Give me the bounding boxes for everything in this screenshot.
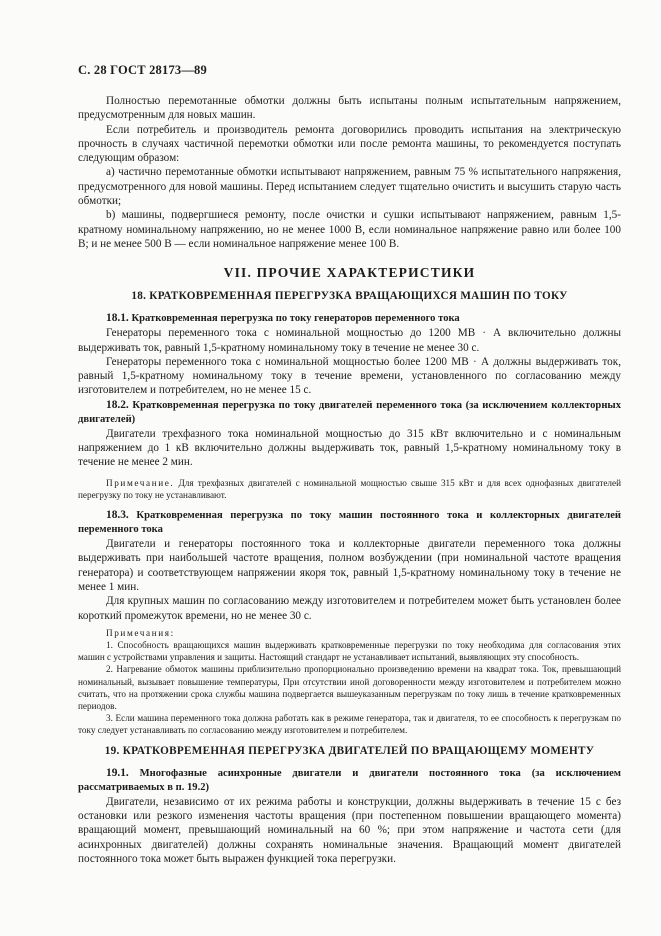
section-19-title: 19. КРАТКОВРЕМЕННАЯ ПЕРЕГРУЗКА ДВИГАТЕЛЕЙ ПО ВРАЩАЮЩЕМУ МОМЕНТУ: [104, 744, 595, 757]
paragraph-19-1: Двигатели, независимо от их режима работы и конструкции, должны выдерживать в течение 15 с без остановки или резкого изменения частоты вращения (при постепенном повышении вращающего момента) вращающий момент, превышающий номинальный на 60 %; при этом напряжение и частота сети (для асинхронных двигателей) должны сохранять номинальные значения. Вращающий момент двигателей постоянного тока может быть выражен функцией тока перегрузки.: [78, 795, 621, 865]
document-body: [78, 94, 621, 866]
chapter-title: VII. ПРОЧИЕ ХАРАКТЕРИСТИКИ: [223, 265, 476, 281]
page-header: С. 28 ГОСТ 28173—89: [78, 63, 207, 77]
paragraph-18-2: Двигатели трехфазного тока номинальной мощностью до 315 кВт включительно и с номинальным напряжением до 1 кВ включительно должны выдерживать ток, равный 1,5-кратному номинальному току в течение не менее 2 мин.: [78, 427, 621, 469]
note-3: 3. Если машина переменного тока должна работать как в режиме генератора, так и двигателя, то ее способность к перегрузкам по току следует устанавливать по согласованию между изготовителем и потребителем.: [78, 713, 621, 736]
paragraph-item-b: b) машины, подвергшиеся ремонту, после очистки и сушки испытывают напряжением, равным 1,5-кратному номинальному напряжению, но не менее 1000 В, если номинальное напряжение равно или более 100 В; и не менее 500 В — если номинальное напряжение менее 100 В.: [78, 209, 621, 250]
note-text: Для трехфазных двигателей с номинальной мощностью свыше 315 кВт и для всех однофазных двигателей перегрузку по току не устанавливают.: [78, 477, 622, 500]
subsection-title: Кратковременная перегрузка по току двигателей переменного тока (за исключением коллекторных двигателей): [78, 399, 621, 425]
subsection-number: 18.3.: [106, 509, 129, 522]
note-1: 1. Способность вращающихся машин выдерживать кратковременные перегрузки по току необходима для согласования этих машин с устройствами управления и защиты. Настоящий стандарт не устанавливает испытаний, выявляющих эту способность.: [78, 640, 621, 663]
subsection-18-2-heading: [78, 398, 621, 427]
subsection-18-1-heading: [78, 311, 621, 326]
subsection-title: Кратковременная перегрузка по току генераторов переменного тока: [131, 313, 460, 325]
paragraph-18-3-b: Для крупных машин по согласованию между изготовителем и потребителем может быть установлен более короткий промежуток времени, но не менее 30 с.: [78, 595, 621, 622]
paragraph-full-rewind: Полностью перемотанные обмотки должны быть испытаны полным испытательным напряжением, предусмотренным для новых машин.: [78, 95, 621, 122]
paragraph-18-3-a: Двигатели и генераторы постоянного тока и коллекторные двигатели переменного тока должны выдерживать при наибольшей частоте вращения, полном возбуждении (при номинальной частоте вращения генератора) и соответствующем напряжении якоря ток, равный 1,5-кратному номинальному току в течение не менее 1 мин.: [78, 538, 621, 593]
paragraph-18-1-b: Генераторы переменного тока с номинальной мощностью более 1200 МВ · А должны выдерживать ток, равный 1,5-кратному номинальному току в течение времени, установленного по согласованию между изготовителем и потребителем, но не менее 15 с.: [78, 355, 621, 397]
note-2: 2. Нагревание обмоток машины приблизительно пропорционально произведению времени на квадрат тока. Ток, превышающий номинальный, вызывает повышение температуры, При отсутствии иной договоренности между изготовителем и потребителем можно считать, что на протяжении срока службы машина подвергается вышеуказанным перегрузкам по току лишь в течение кратковременных периодов.: [78, 664, 621, 712]
subsection-number: 19.1.: [106, 766, 129, 779]
subsection-18-3-heading: [78, 508, 621, 537]
paragraph-partial-rewind: Если потребитель и производитель ремонта договорились проводить испытания на электрическую прочность в случаях частичной перемотки обмотки или после ремонта машины, то рекомендуется поступать следующим образом:: [78, 123, 621, 165]
paragraph-item-a: а) частично перемотанные обмотки испытывают напряжением, равным 75 % испытательного напряжения, предусмотренного для новой машины. Перед испытанием следует тщательно очистить и высушить старую часть обмотки;: [78, 166, 621, 208]
section-18-title: 18. КРАТКОВРЕМЕННАЯ ПЕРЕГРУЗКА ВРАЩАЮЩИХСЯ МАШИН ПО ТОКУ: [131, 290, 568, 303]
note-18-2: [78, 477, 621, 501]
notes-label-text: Примечания:: [106, 627, 175, 638]
subsection-number: 18.1.: [106, 312, 129, 325]
note-label: Примечание.: [106, 477, 175, 488]
subsection-number: 18.2.: [106, 398, 129, 411]
notes-label: [78, 627, 621, 639]
subsection-title: Кратковременная перегрузка по току машин постоянного тока и коллекторных двигателей переменного тока: [78, 510, 622, 536]
subsection-19-1-heading: [78, 766, 621, 795]
paragraph-18-1-a: Генераторы переменного тока с номинальной мощностью до 1200 МВ · А включительно должны выдерживать ток, равный 1,5-кратному номинальному току в течение не менее 30 с.: [78, 327, 621, 354]
subsection-title: Многофазные асинхронные двигатели и двигатели постоянного тока (за исключением рассматриваемых в п. 19.2): [78, 767, 621, 793]
